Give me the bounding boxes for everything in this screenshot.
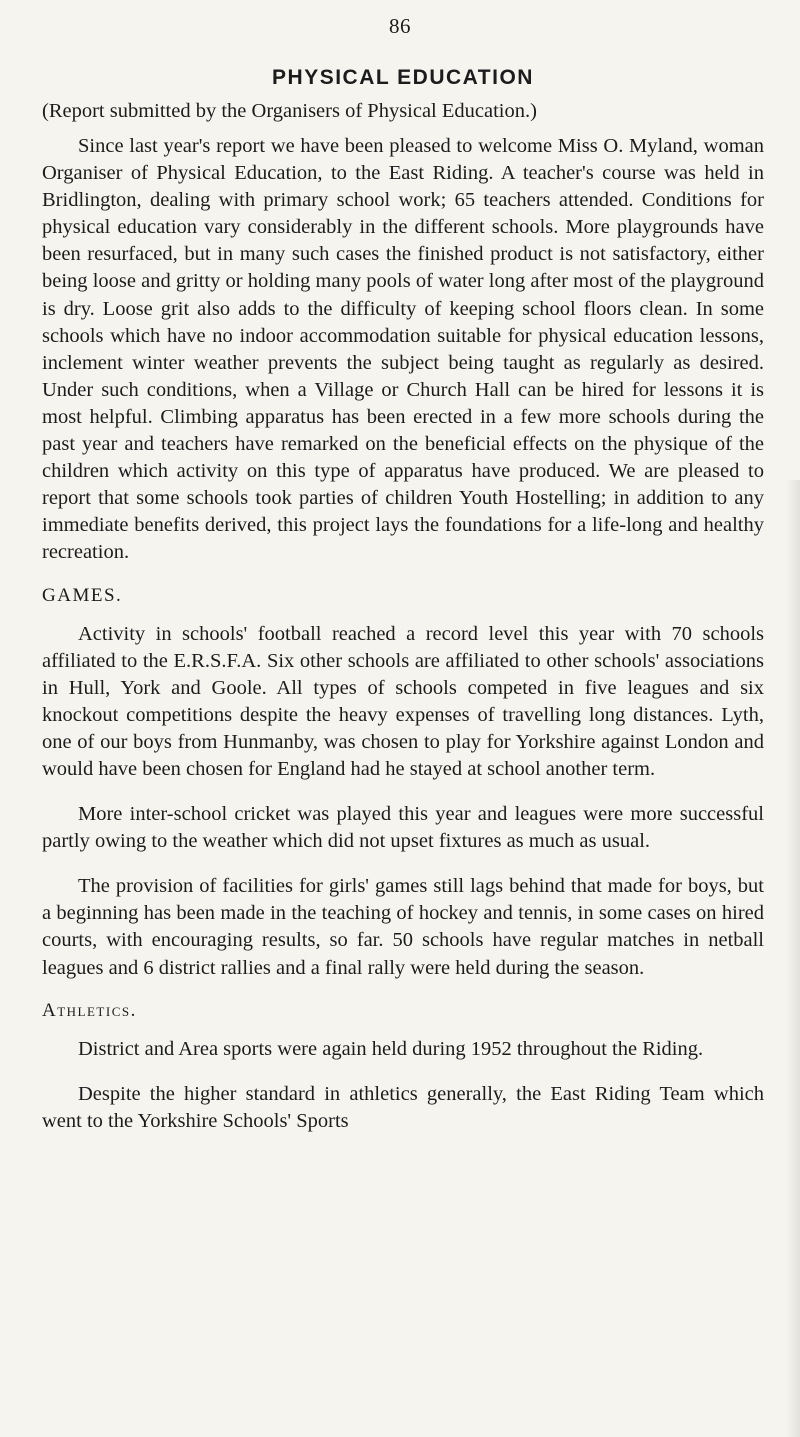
athletics-paragraph-team: Despite the higher standard in athletics generally, the East Riding Team which went to the Yorkshire Schools' Sports bbox=[42, 1082, 764, 1132]
games-heading: GAMES. bbox=[42, 584, 123, 606]
games-paragraph-cricket: More inter-school cricket was played this year and leagues were more successful partly owing to the weather which did not upset fixtures as much as usual. bbox=[42, 803, 764, 853]
intro-paragraph: Since last year's report we have been pleased to welcome Miss O. Myland, woman Organiser of Physical Education, to the East Riding. A teacher's course was held in Bridlington, dealing with primary school work; 65 teachers attended. Conditions for physical education vary considerably in the different schools. More playgrounds have been resurfaced, but in many such cases the finished product is not satisfactory, either being loose and gritty or holding many pools of water long after most of the playground is dry. Loose grit also adds to the difficulty of keeping school floors clean. In some schools which have no indoor accommodation suitable for physical education lessons, inclement winter weather prevents the subject being taught as regularly as desired. Under such conditions, when a Village or Church Hall can be hired for lessons it is most helpful. Climbing apparatus has been erected in a few more schools during the past year and teachers have remarked on the beneficial effects on the physique of the children which activity on this type of apparatus have produced. We are pleased to report that some schools took parties of children Youth Hostelling; in addition to any immediate benefits derived, this project lays the foundations for a life-long and healthy recreation. bbox=[42, 135, 764, 564]
page-content bbox=[42, 66, 764, 1153]
games-paragraph-girls-games: The provision of facilities for girls' games still lags behind that made for boys, but a beginning has been made in the teaching of hockey and tennis, in some cases on hired courts, with encouraging results, so far. 50 schools have regular matches in netball leagues and 6 district rallies and a final rally were held during the season. bbox=[42, 875, 764, 979]
page-title: PHYSICAL EDUCATION bbox=[272, 66, 534, 89]
scan-edge-shadow bbox=[786, 480, 800, 1437]
page-number: 86 bbox=[389, 14, 411, 38]
report-subtitle: (Report submitted by the Organisers of Physical Education.) bbox=[42, 100, 537, 122]
athletics-heading: Athletics. bbox=[42, 999, 137, 1021]
games-paragraph-football: Activity in schools' football reached a record level this year with 70 schools affiliated to the E.R.S.F.A. Six other schools are affiliated to other schools' associations in Hull, York and Goole. All types of schools competed in five leagues and six knockout competitions despite the heavy expenses of travelling long distances. Lyth, one of our boys from Hunmanby, was chosen to play for Yorkshire against London and would have been chosen for England had he stayed at school another term. bbox=[42, 622, 764, 780]
athletics-paragraph-sports: District and Area sports were again held during 1952 throughout the Riding. bbox=[78, 1037, 704, 1060]
